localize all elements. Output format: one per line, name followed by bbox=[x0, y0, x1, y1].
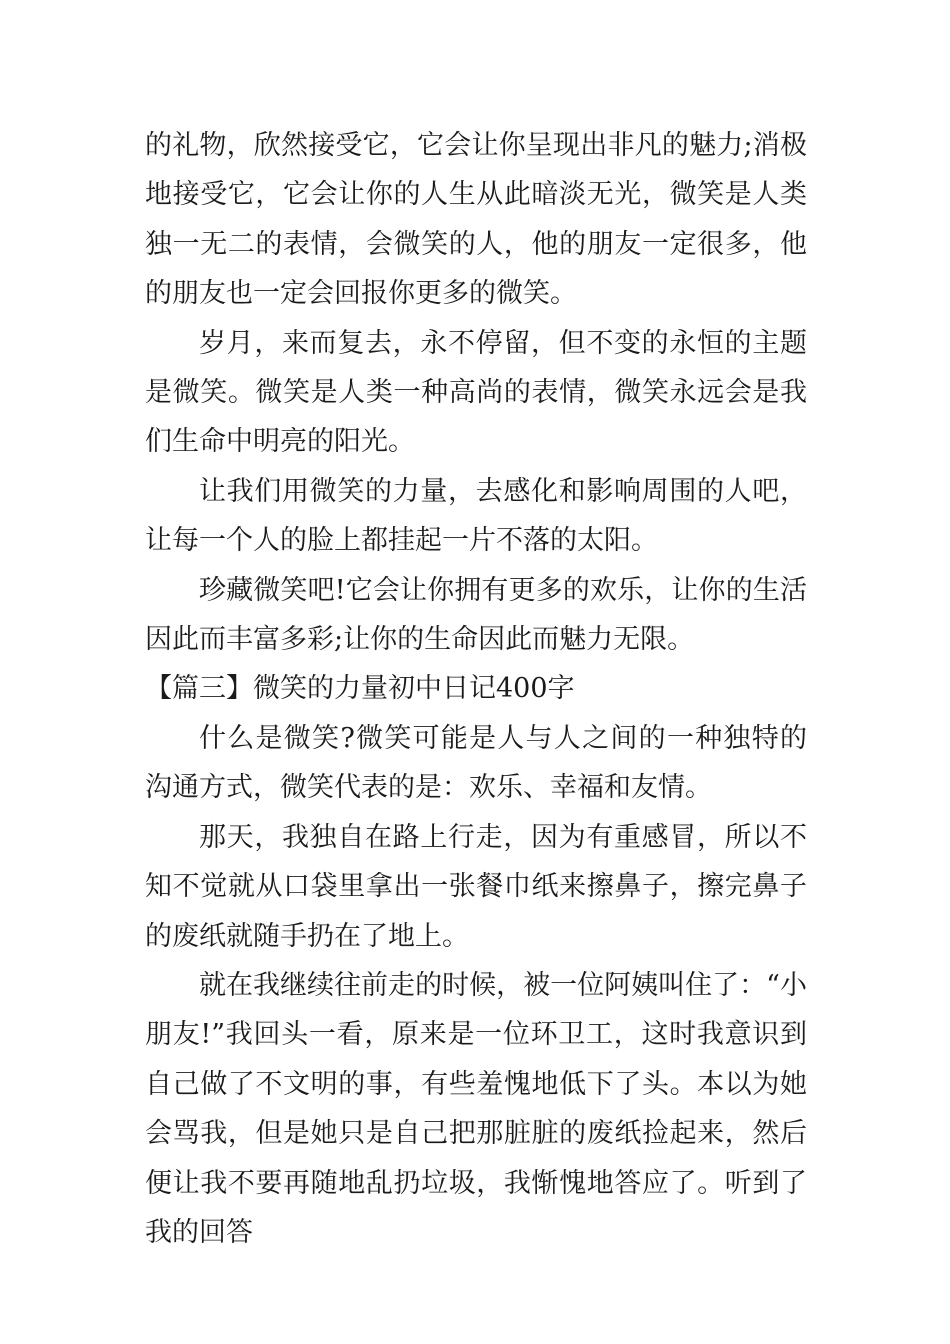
paragraph-that-day: 那天，我独自在路上行走，因为有重感冒，所以不知不觉就从口袋里拿出一张餐巾纸来擦鼻子，擦完鼻子的废纸就随手扔在了地上。 bbox=[145, 821, 807, 952]
paragraph-power: 让我们用微笑的力量，去感化和影响周围的人吧，让每一个人的脸上都挂起一片不落的太阳。 bbox=[145, 475, 807, 557]
paragraph-aunt: 就在我继续往前走的时候，被一位阿姨叫住了：“小朋友!”我回头一看，原来是一位环卫工，这时我意识到自己做了不文明的事，有些羞愧地低下了头。本以为她会骂我，但是她只是自己把那脏脏的废纸捡起来，然后便让我不要再随地乱扔垃圾，我惭愧地答应了。听到了我的回答 bbox=[145, 969, 807, 1248]
paragraph-cherish: 珍藏微笑吧!它会让你拥有更多的欢乐，让你的生活因此而丰富多彩;让你的生命因此而魅力无限。 bbox=[145, 574, 807, 656]
paragraph-continued: 的礼物，欣然接受它，它会让你呈现出非凡的魅力;消极地接受它，它会让你的人生从此暗淡无光，微笑是人类独一无二的表情，会微笑的人，他的朋友一定很多，他的朋友也一定会回报你更多的微笑。 bbox=[145, 130, 807, 310]
document-body bbox=[145, 121, 807, 1257]
paragraph-time: 岁月，来而复去，永不停留，但不变的永恒的主题是微笑。微笑是人类一种高尚的表情，微笑永远会是我们生命中明亮的阳光。 bbox=[145, 327, 807, 458]
section-heading: 【篇三】微笑的力量初中日记400字 bbox=[145, 673, 575, 705]
paragraph-what-is-smile: 什么是微笑?微笑可能是人与人之间的一种独特的沟通方式，微笑代表的是：欢乐、幸福和友情。 bbox=[145, 722, 807, 804]
